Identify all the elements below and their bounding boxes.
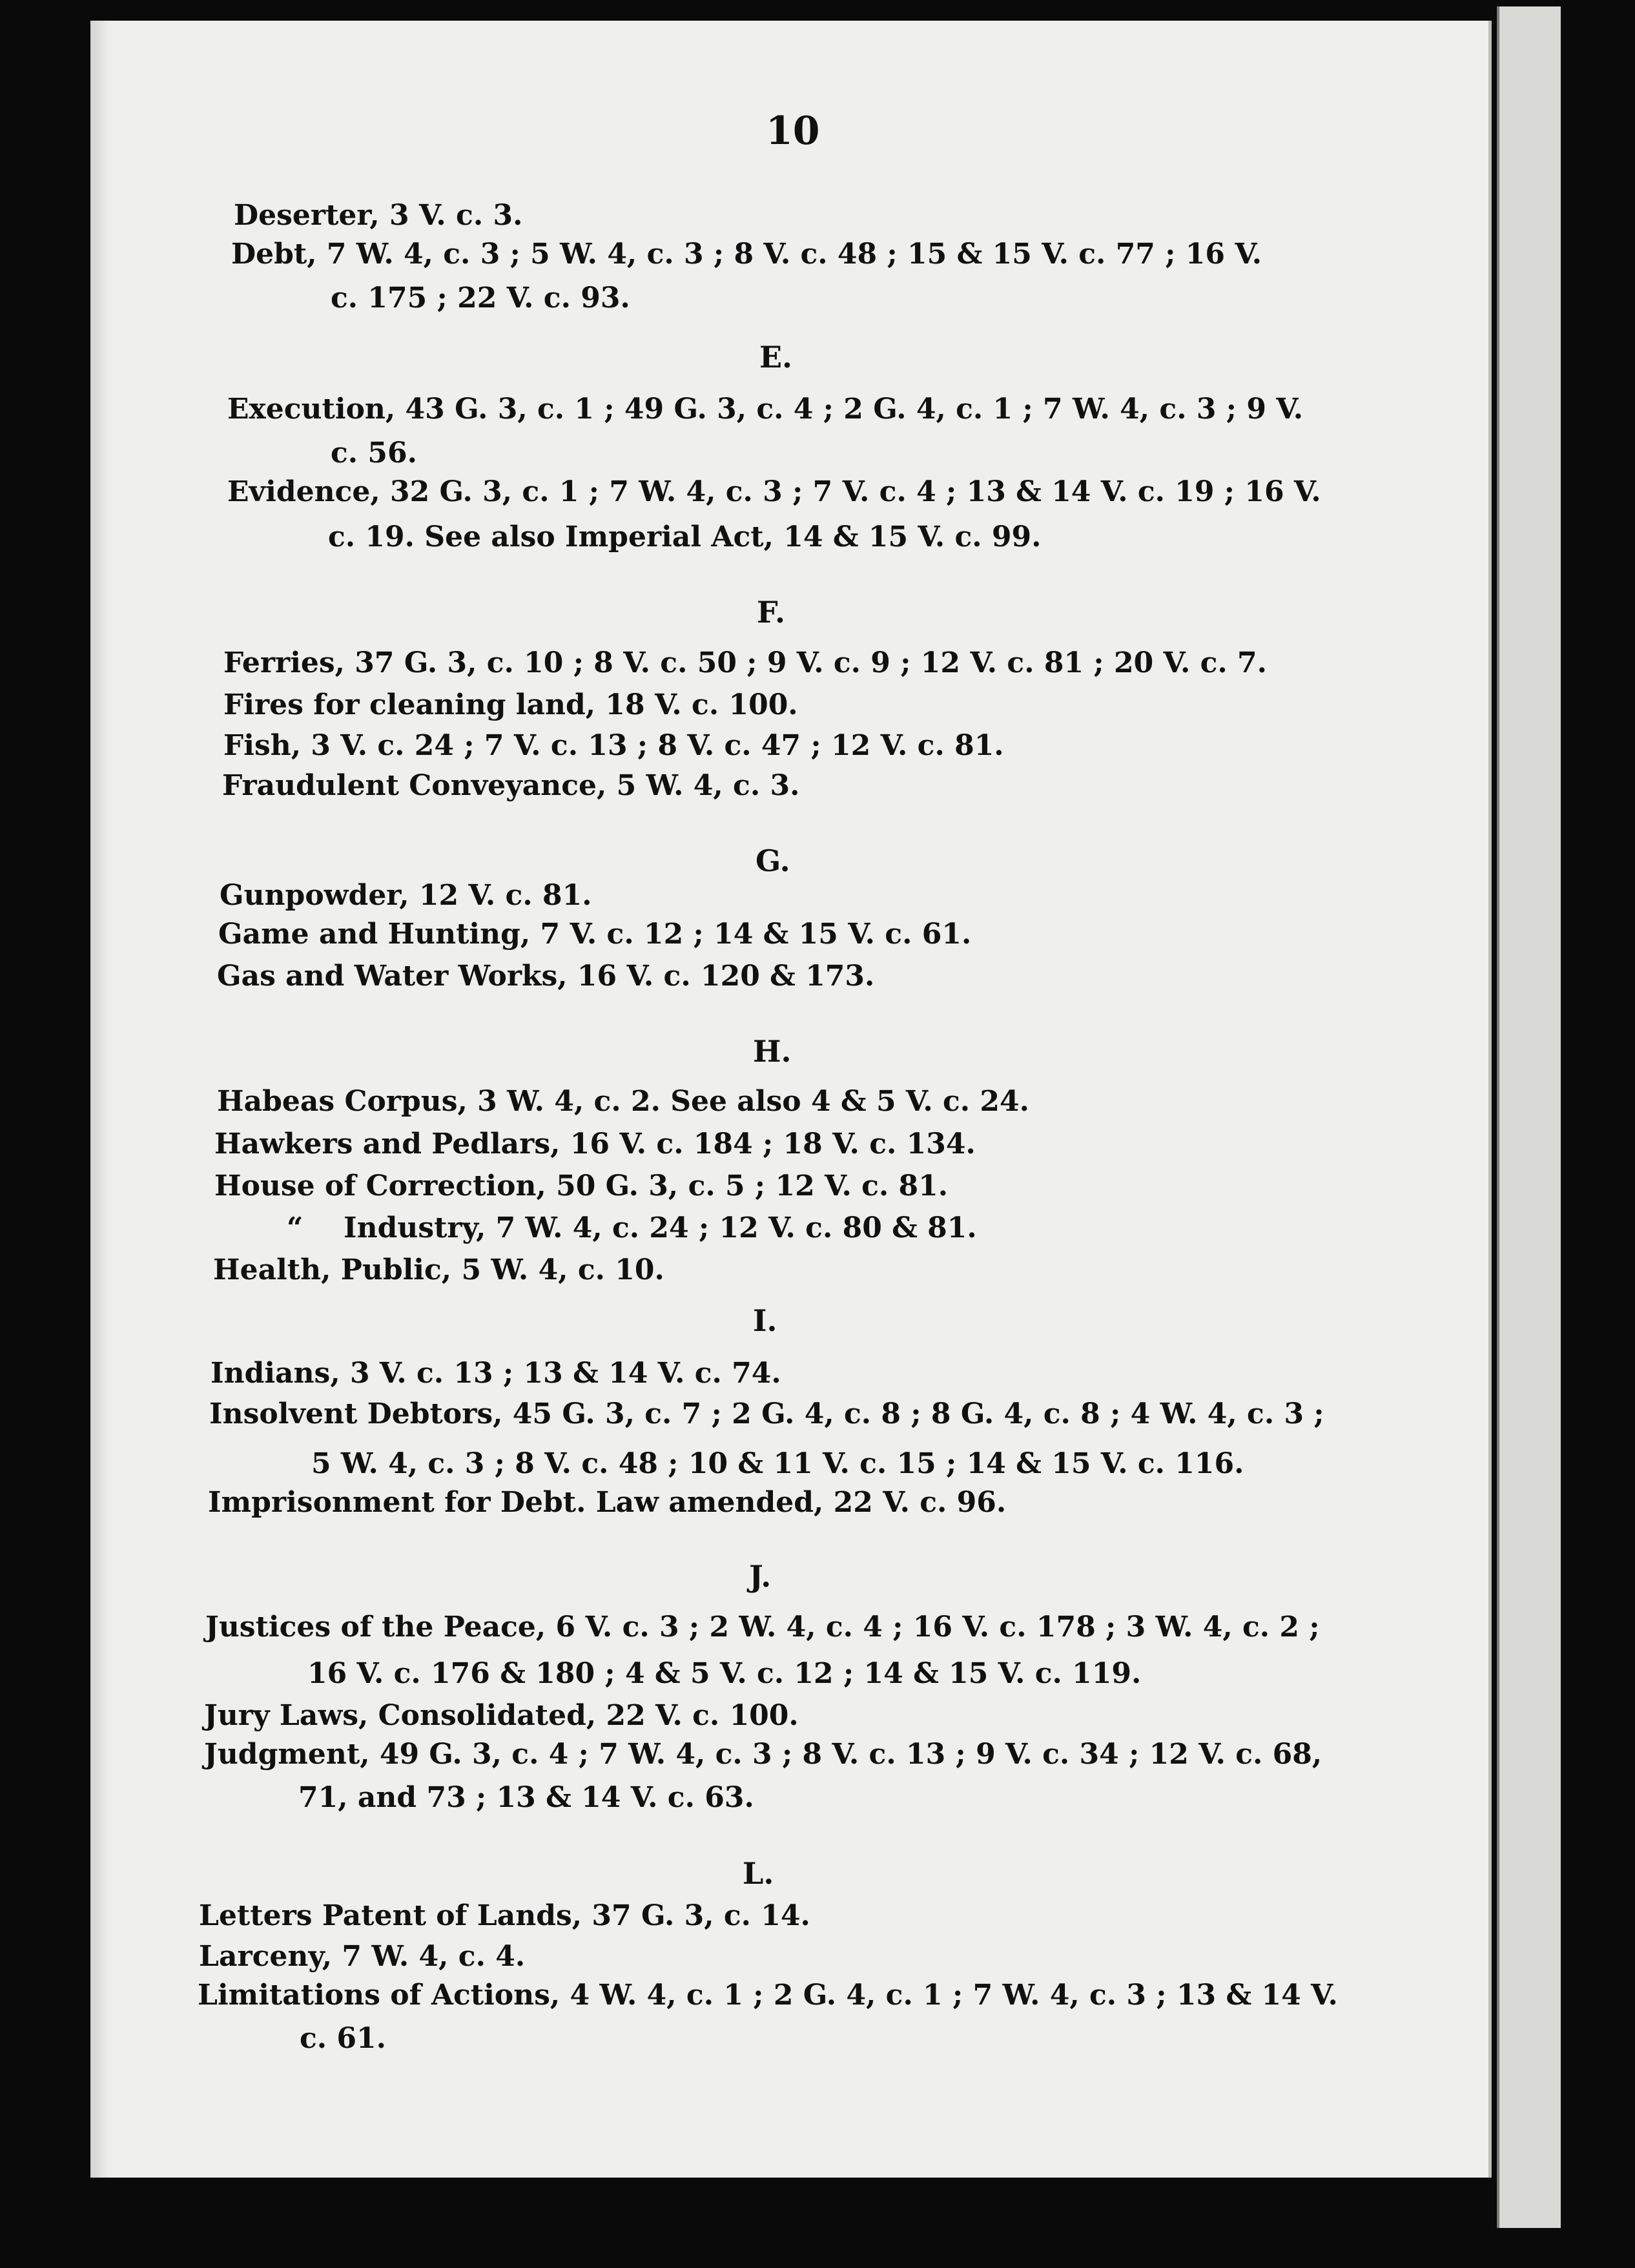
index-entry-ferries: Ferries, 37 G. 3, c. 10 ; 8 V. c. 50 ; 9 V. c. 9 ; 12 V. c. 81 ; 20 V. c. 7.: [223, 646, 1267, 679]
section-heading-l: L.: [743, 1856, 774, 1891]
page-number: 10: [766, 108, 820, 154]
index-entry-execution: Execution, 43 G. 3, c. 1 ; 49 G. 3, c. 4 ; 2 G. 4, c. 1 ; 7 W. 4, c. 3 ; 9 V.: [227, 393, 1304, 426]
index-entry-limitations-cont: c. 61.: [300, 2022, 386, 2055]
section-heading-e: E.: [759, 340, 793, 375]
index-entry-debt-cont: c. 175 ; 22 V. c. 93.: [331, 282, 630, 314]
index-entry-gunpowder: Gunpowder, 12 V. c. 81.: [220, 879, 592, 912]
index-entry-imprisonment-for-debt: Imprisonment for Debt. Law amended, 22 V. c. 96.: [208, 1486, 1007, 1519]
index-entry-health-public: Health, Public, 5 W. 4, c. 10.: [213, 1253, 664, 1286]
index-entry-game-hunting: Game and Hunting, 7 V. c. 12 ; 14 & 15 V. c. 61.: [218, 918, 972, 951]
index-entry-evidence: Evidence, 32 G. 3, c. 1 ; 7 W. 4, c. 3 ; 7 V. c. 4 ; 13 & 14 V. c. 19 ; 16 V.: [227, 475, 1321, 508]
index-entry-execution-cont: c. 56.: [331, 437, 417, 469]
index-entry-larceny: Larceny, 7 W. 4, c. 4.: [199, 1940, 526, 1973]
index-entry-debt: Debt, 7 W. 4, c. 3 ; 5 W. 4, c. 3 ; 8 V. c. 48 ; 15 & 15 V. c. 77 ; 16 V.: [231, 238, 1262, 271]
index-entry-justices-of-the-peace: Justices of the Peace, 6 V. c. 3 ; 2 W. 4, c. 4 ; 16 V. c. 178 ; 3 W. 4, c. 2 ;: [205, 1611, 1320, 1644]
index-entry-judgment-cont: 71, and 73 ; 13 & 14 V. c. 63.: [298, 1781, 754, 1814]
section-heading-f: F.: [757, 595, 786, 630]
index-entry-deserter: Deserter, 3 V. c. 3.: [234, 199, 523, 232]
section-heading-j: J.: [749, 1559, 772, 1594]
index-entry-judgment: Judgment, 49 G. 3, c. 4 ; 7 W. 4, c. 3 ; 8 V. c. 13 ; 9 V. c. 34 ; 12 V. c. 68,: [204, 1738, 1322, 1771]
index-entry-evidence-cont: c. 19. See also Imperial Act, 14 & 15 V. c. 99.: [328, 521, 1042, 553]
index-entry-gas-water: Gas and Water Works, 16 V. c. 120 & 173.: [217, 960, 875, 993]
index-entry-house-of-industry-text: Industry, 7 W. 4, c. 24 ; 12 V. c. 80 & 81.: [344, 1211, 977, 1244]
index-entry-limitations-of-actions: Limitations of Actions, 4 W. 4, c. 1 ; 2 G. 4, c. 1 ; 7 W. 4, c. 3 ; 13 & 14 V.: [198, 1979, 1338, 2012]
index-entry-letters-patent: Letters Patent of Lands, 37 G. 3, c. 14.: [199, 1899, 810, 1932]
index-entry-habeas-corpus: Habeas Corpus, 3 W. 4, c. 2. See also 4 & 5 V. c. 24.: [217, 1085, 1029, 1118]
index-entry-house-of-correction: House of Correction, 50 G. 3, c. 5 ; 12 V. c. 81.: [214, 1170, 949, 1202]
index-entry-fish: Fish, 3 V. c. 24 ; 7 V. c. 13 ; 8 V. c. 47 ; 12 V. c. 81.: [223, 729, 1004, 762]
index-entry-hawkers-pedlars: Hawkers and Pedlars, 16 V. c. 184 ; 18 V. c. 134.: [214, 1128, 976, 1160]
index-entry-insolvent-debtors: Insolvent Debtors, 45 G. 3, c. 7 ; 2 G. 4, c. 8 ; 8 G. 4, c. 8 ; 4 W. 4, c. 3 ;: [209, 1397, 1324, 1430]
section-heading-g: G.: [756, 843, 790, 878]
index-entry-fraudulent-conveyance: Fraudulent Conveyance, 5 W. 4, c. 3.: [222, 769, 800, 802]
index-entry-justices-cont: 16 V. c. 176 & 180 ; 4 & 5 V. c. 12 ; 14 & 15 V. c. 119.: [307, 1657, 1142, 1690]
index-entry-house-of-industry: [287, 1211, 977, 1244]
ditto-mark: “: [287, 1211, 303, 1244]
section-heading-h: H.: [753, 1034, 792, 1069]
index-entry-indians: Indians, 3 V. c. 13 ; 13 & 14 V. c. 74.: [211, 1357, 781, 1390]
section-heading-i: I.: [753, 1303, 777, 1338]
index-entry-insolvent-debtors-cont: 5 W. 4, c. 3 ; 8 V. c. 48 ; 10 & 11 V. c. 15 ; 14 & 15 V. c. 116.: [311, 1447, 1244, 1480]
index-entry-fires: Fires for cleaning land, 18 V. c. 100.: [223, 688, 798, 721]
index-entry-jury-laws: Jury Laws, Consolidated, 22 V. c. 100.: [204, 1699, 799, 1732]
